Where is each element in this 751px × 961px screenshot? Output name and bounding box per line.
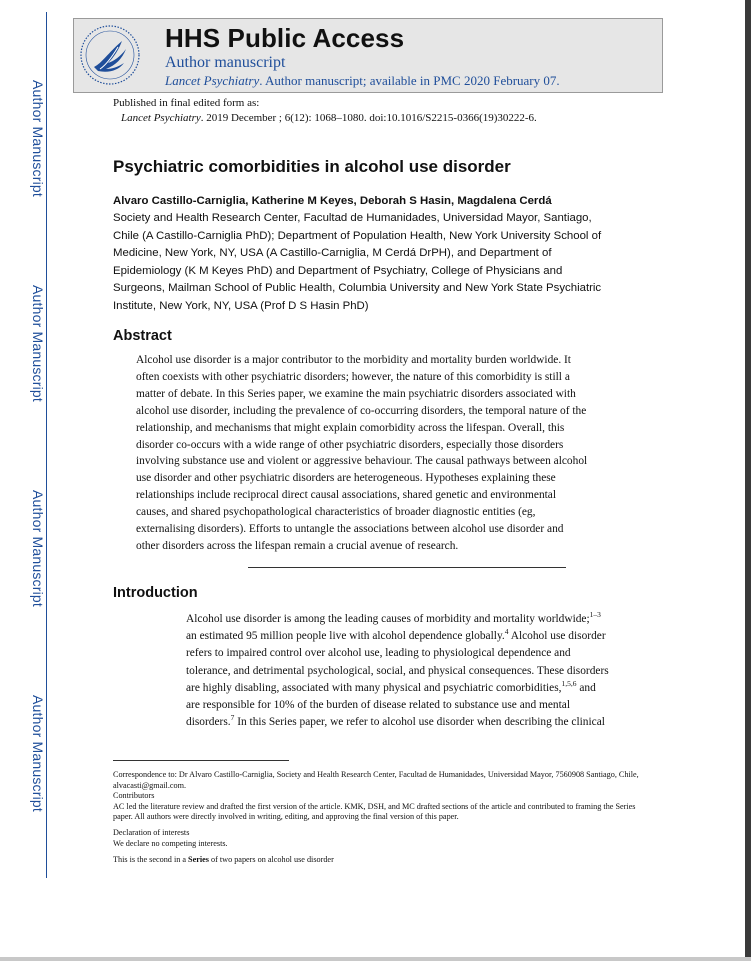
intro-line: refers to impaired control over alcohol use, leading to physiological dependence and xyxy=(186,647,571,660)
correspondence-note: Correspondence to: Dr Alvaro Castillo-Carniglia, Society and Health Research Center, Facultad de Humanidades, Universidad Mayor, 7560908 Santiago, Chile, alvacasti@gmail.com. xyxy=(113,770,639,790)
abstract-line: involving substance use and violent or aggressive behaviour. The causal pathways between alcohol xyxy=(136,455,588,468)
affiliation-line: Epidemiology (K M Keyes PhD) and Department of Psychiatry, College of Physicians and xyxy=(113,264,563,277)
intro-text: and xyxy=(576,681,596,694)
paper-title: Psychiatric comorbidities in alcohol use disorder xyxy=(113,157,511,176)
abstract-line: alcohol use disorder, including the prevalence of co-occurring disorders, the temporal nature of the xyxy=(136,404,587,417)
declaration-label: Declaration of interests xyxy=(113,827,190,837)
intro-text: an estimated 95 million people live with alcohol dependence globally. xyxy=(186,630,505,643)
citation-ref: 1,5,6 xyxy=(561,679,577,689)
viewer-right-border xyxy=(745,0,751,961)
affiliation-line: Society and Health Research Center, Facultad de Humanidades, Universidad Mayor, Santiago, xyxy=(113,212,592,224)
abstract-line: use disorder and other psychiatric disorders are heterogeneous. Hypotheses explaining these xyxy=(136,472,556,485)
affiliation-line: Chile (A Castillo-Carniglia PhD); Department of Population Health, New York University School of xyxy=(113,229,602,242)
abstract-line: often coexists with other psychiatric disorders; however, the nature of this comorbidity is still a xyxy=(136,370,570,383)
journal-name: Lancet Psychiatry xyxy=(165,73,260,88)
intro-text: disorders. xyxy=(186,716,231,729)
hhs-header-box xyxy=(73,18,663,93)
abstract-divider xyxy=(248,567,566,568)
intro-line xyxy=(186,714,646,731)
affiliation-line: Medicine, New York, NY, USA (A Castillo-Carniglia, M Cerdá DrPH), and Department of xyxy=(113,247,552,259)
intro-text: In this Series paper, we refer to alcohol use disorder when describing the clinical xyxy=(234,716,605,729)
affiliation-line: Institute, New York, NY, USA (Prof D S Hasin PhD) xyxy=(113,299,369,312)
introduction-text xyxy=(186,611,646,731)
citation-journal: Lancet Psychiatry xyxy=(121,112,201,124)
series-text: of two papers on alcohol use disorder xyxy=(208,855,334,865)
series-note xyxy=(113,855,643,866)
hhs-title: HHS Public Access xyxy=(165,23,405,53)
introduction-heading: Introduction xyxy=(113,585,198,601)
published-label: Published in final edited form as: xyxy=(113,97,260,109)
intro-line xyxy=(186,611,646,628)
abstract-line: causes, and shared psychopathological characteristics of broader diagnostic entities (eg, xyxy=(136,506,536,519)
footnotes xyxy=(113,770,643,866)
citation-details: . 2019 December ; 6(12): 1068–1080. doi:10.1016/S2215-0366(19)30222-6. xyxy=(200,112,537,124)
viewer-bottom-border xyxy=(0,957,751,961)
intro-text: Alcohol use disorder is among the leading causes of morbidity and mortality worldwide; xyxy=(186,613,590,625)
contributors-note: AC led the literature review and drafted the first version of the article. KMK, DSH, and MC drafted sections of the article and contributed to framing the Series paper. All authors were directly involved in writing, editing, and approving the final version of this paper. xyxy=(113,801,636,822)
footnote-divider xyxy=(113,760,289,761)
manuscript-label: Author manuscript xyxy=(165,54,286,71)
journal-availability xyxy=(165,73,560,89)
citation-ref: 7 xyxy=(230,713,235,723)
declaration-note: We declare no competing interests. xyxy=(113,838,228,848)
affiliations xyxy=(113,210,653,315)
abstract-line: Alcohol use disorder is a major contributor to the morbidity and mortality burden worldwide. It xyxy=(136,354,571,366)
abstract-line: other disorders across the lifespan remain a crucial avenue of research. xyxy=(136,539,459,552)
abstract-heading: Abstract xyxy=(113,328,172,344)
abstract-line: relationships include reciprocal direct causal associations, shared genetic and environmental xyxy=(136,489,557,502)
abstract-line: matter of debate. In this Series paper, we examine the main psychiatric disorders associated with xyxy=(136,387,576,400)
margin-label-3: Author Manuscript xyxy=(30,490,46,608)
author-list: Alvaro Castillo-Carniglia, Katherine M Keyes, Deborah S Hasin, Magdalena Cerdá xyxy=(113,195,552,207)
intro-text: are highly disabling, associated with many physical and psychiatric comorbidities, xyxy=(186,681,562,694)
margin-label-4: Author Manuscript xyxy=(30,695,46,813)
abstract-line: externalising disorders). Efforts to untangle the associations between alcohol use disorder and xyxy=(136,523,564,536)
margin-rule xyxy=(46,12,47,878)
citation-ref: 4 xyxy=(504,627,509,637)
contributors-label: Contributors xyxy=(113,791,155,801)
citation xyxy=(121,112,537,124)
availability-text: . Author manuscript; available in PMC 2020 February 07. xyxy=(259,73,560,88)
series-text: This is the second in a xyxy=(113,855,189,865)
abstract-text xyxy=(136,352,591,555)
intro-line xyxy=(186,628,646,645)
affiliation-line: Surgeons, Mailman School of Public Health, Columbia University and New York State Psychiatric xyxy=(113,282,602,294)
margin-label-1: Author Manuscript xyxy=(30,80,46,198)
hhs-eagle-logo-icon xyxy=(78,23,142,87)
margin-label-2: Author Manuscript xyxy=(30,285,46,403)
abstract-line: disorder co-occurs with a wide range of other psychiatric disorders, especially those disorders xyxy=(136,438,564,451)
series-word: Series xyxy=(188,855,209,865)
intro-text: Alcohol use disorder xyxy=(508,630,606,643)
intro-line xyxy=(186,680,646,697)
abstract-line: relationship, and mechanisms that might explain comorbidity across the lifespan. Overall, this xyxy=(136,421,565,434)
citation-ref: 1–3 xyxy=(589,610,601,620)
intro-line: tolerance, and detrimental psychological, social, and physical consequences. These disorders xyxy=(186,664,609,677)
intro-line: are responsible for 10% of the burden of disease related to substance use and mental xyxy=(186,699,570,712)
